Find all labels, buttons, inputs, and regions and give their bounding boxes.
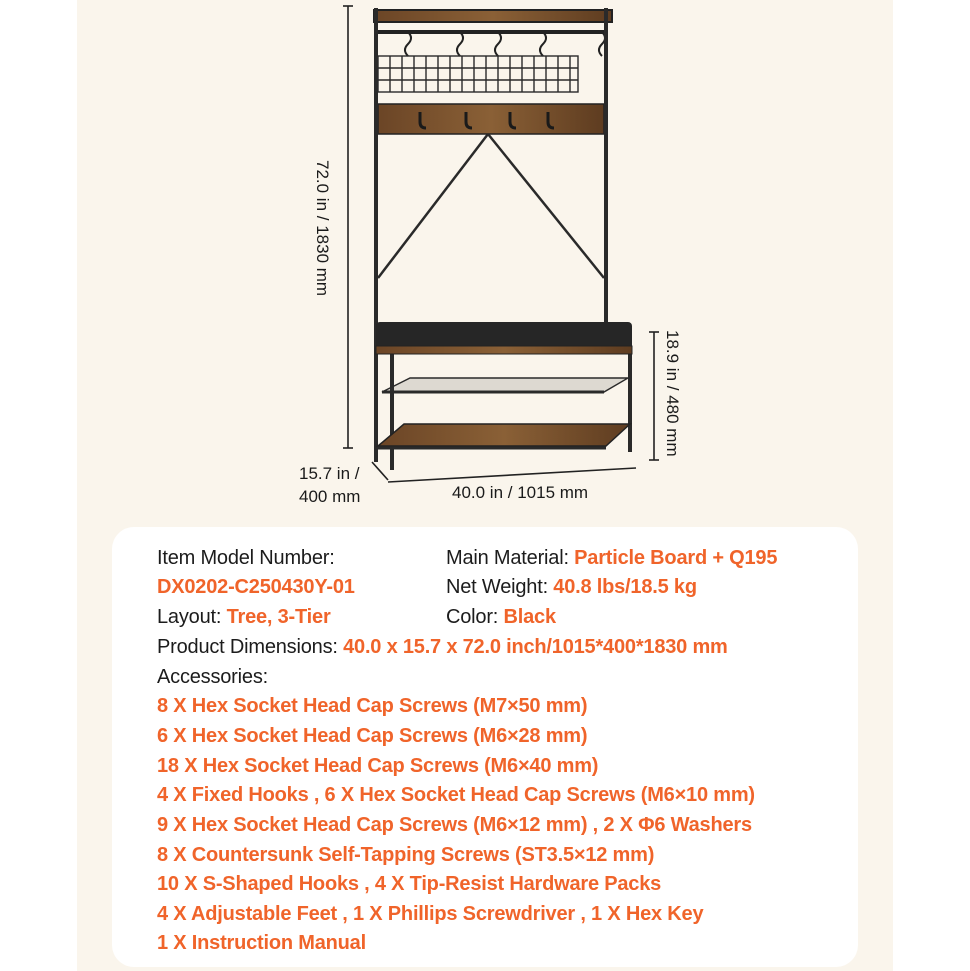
dimensions-row (157, 634, 728, 660)
grid-panel (378, 56, 578, 92)
accessory-item: 4 X Fixed Hooks , 6 X Hex Socket Head Cap Screws (M6×10 mm) (157, 784, 755, 806)
material-row (446, 545, 777, 571)
mesh-shelf (382, 378, 628, 392)
dimensions-label: Product Dimensions: (157, 636, 338, 658)
height-dimension-label: 72.0 in / 1830 mm (313, 160, 332, 297)
accessories-label: Accessories: (157, 666, 268, 688)
accessory-item: 9 X Hex Socket Head Cap Screws (M6×12 mm) , 2 X Φ6 Washers (157, 814, 752, 836)
model-value: DX0202-C250430Y-01 (157, 576, 355, 598)
hook-board (378, 104, 604, 134)
weight-label: Net Weight: (446, 576, 548, 598)
bottom-shelf (378, 424, 630, 448)
weight-row (446, 574, 697, 600)
layout-value: Tree, 3-Tier (226, 606, 331, 628)
accessory-item: 10 X S-Shaped Hooks , 4 X Tip-Resist Hardware Packs (157, 873, 662, 895)
accessory-item: 4 X Adjustable Feet , 1 X Phillips Screwdriver , 1 X Hex Key (157, 903, 704, 925)
depth-dimension-label-line1: 15.7 in / (299, 464, 360, 483)
weight-value: 40.8 lbs/18.5 kg (553, 576, 697, 598)
accessory-item: 8 X Countersunk Self-Tapping Screws (ST3.5×12 mm) (157, 844, 655, 866)
layout-row (157, 604, 331, 630)
top-shelf (374, 10, 612, 22)
material-label: Main Material: (446, 547, 569, 569)
material-value: Particle Board + Q195 (574, 547, 778, 569)
accessory-item: 6 X Hex Socket Head Cap Screws (M6×28 mm) (157, 725, 588, 747)
color-row (446, 604, 556, 630)
dimensions-value: 40.0 x 15.7 x 72.0 inch/1015*400*1830 mm (343, 636, 728, 658)
accessory-item: 8 X Hex Socket Head Cap Screws (M7×50 mm) (157, 695, 588, 717)
cross-braces (378, 134, 604, 278)
accessory-item: 1 X Instruction Manual (157, 932, 366, 954)
width-dimension-label: 40.0 in / 1015 mm (452, 483, 589, 502)
bench-top (376, 346, 632, 354)
depth-dimension-label-line2: 400 mm (299, 487, 361, 506)
layout-label: Layout: (157, 606, 222, 628)
color-value: Black (503, 606, 556, 628)
accessory-item: 18 X Hex Socket Head Cap Screws (M6×40 mm) (157, 755, 599, 777)
bench-height-dimension-label: 18.9 in / 480 mm (663, 330, 682, 457)
color-label: Color: (446, 606, 499, 628)
bench-cushion (376, 322, 632, 348)
model-label: Item Model Number: (157, 547, 335, 569)
s-hooks (405, 32, 605, 56)
